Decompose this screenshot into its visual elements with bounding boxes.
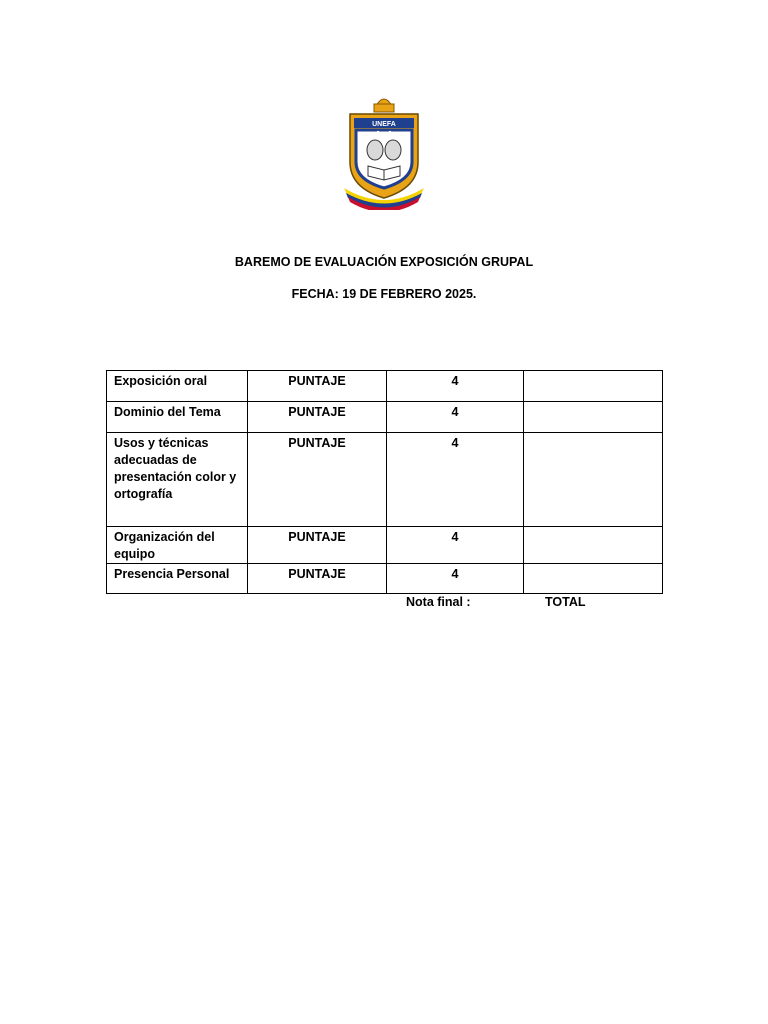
document-date: FECHA: 19 DE FEBRERO 2025. xyxy=(291,287,477,301)
score-cell xyxy=(524,402,663,433)
points-cell: 4 xyxy=(387,527,524,564)
score-cell xyxy=(524,371,663,402)
criterion-cell: Exposición oral xyxy=(107,371,248,402)
puntaje-label: PUNTAJE xyxy=(248,371,387,402)
criterion-cell: Organización del equipo xyxy=(107,527,248,564)
table-row xyxy=(107,371,663,402)
score-cell xyxy=(524,527,663,564)
table-row xyxy=(107,402,663,433)
evaluation-table xyxy=(106,370,663,594)
puntaje-label: PUNTAJE xyxy=(248,564,387,594)
criterion-cell: Presencia Personal xyxy=(107,564,248,594)
puntaje-label: PUNTAJE xyxy=(248,433,387,527)
points-cell: 4 xyxy=(387,402,524,433)
puntaje-label: PUNTAJE xyxy=(248,527,387,564)
unefa-logo xyxy=(340,92,428,210)
table-row xyxy=(107,433,663,527)
logo-text: UNEFA xyxy=(372,121,396,128)
points-cell: 4 xyxy=(387,371,524,402)
total-label: TOTAL xyxy=(545,595,586,609)
score-cell xyxy=(524,433,663,527)
points-cell: 4 xyxy=(387,564,524,594)
criterion-cell: Dominio del Tema xyxy=(107,402,248,433)
score-cell xyxy=(524,564,663,594)
nota-final-label: Nota final : xyxy=(406,595,471,609)
table-row xyxy=(107,527,663,564)
points-cell: 4 xyxy=(387,433,524,527)
puntaje-label: PUNTAJE xyxy=(248,402,387,433)
criterion-cell: Usos y técnicas adecuadas de presentación color y ortografía xyxy=(107,433,248,527)
document-title: BAREMO DE EVALUACIÓN EXPOSICIÓN GRUPAL xyxy=(234,255,534,269)
table-row xyxy=(107,564,663,594)
